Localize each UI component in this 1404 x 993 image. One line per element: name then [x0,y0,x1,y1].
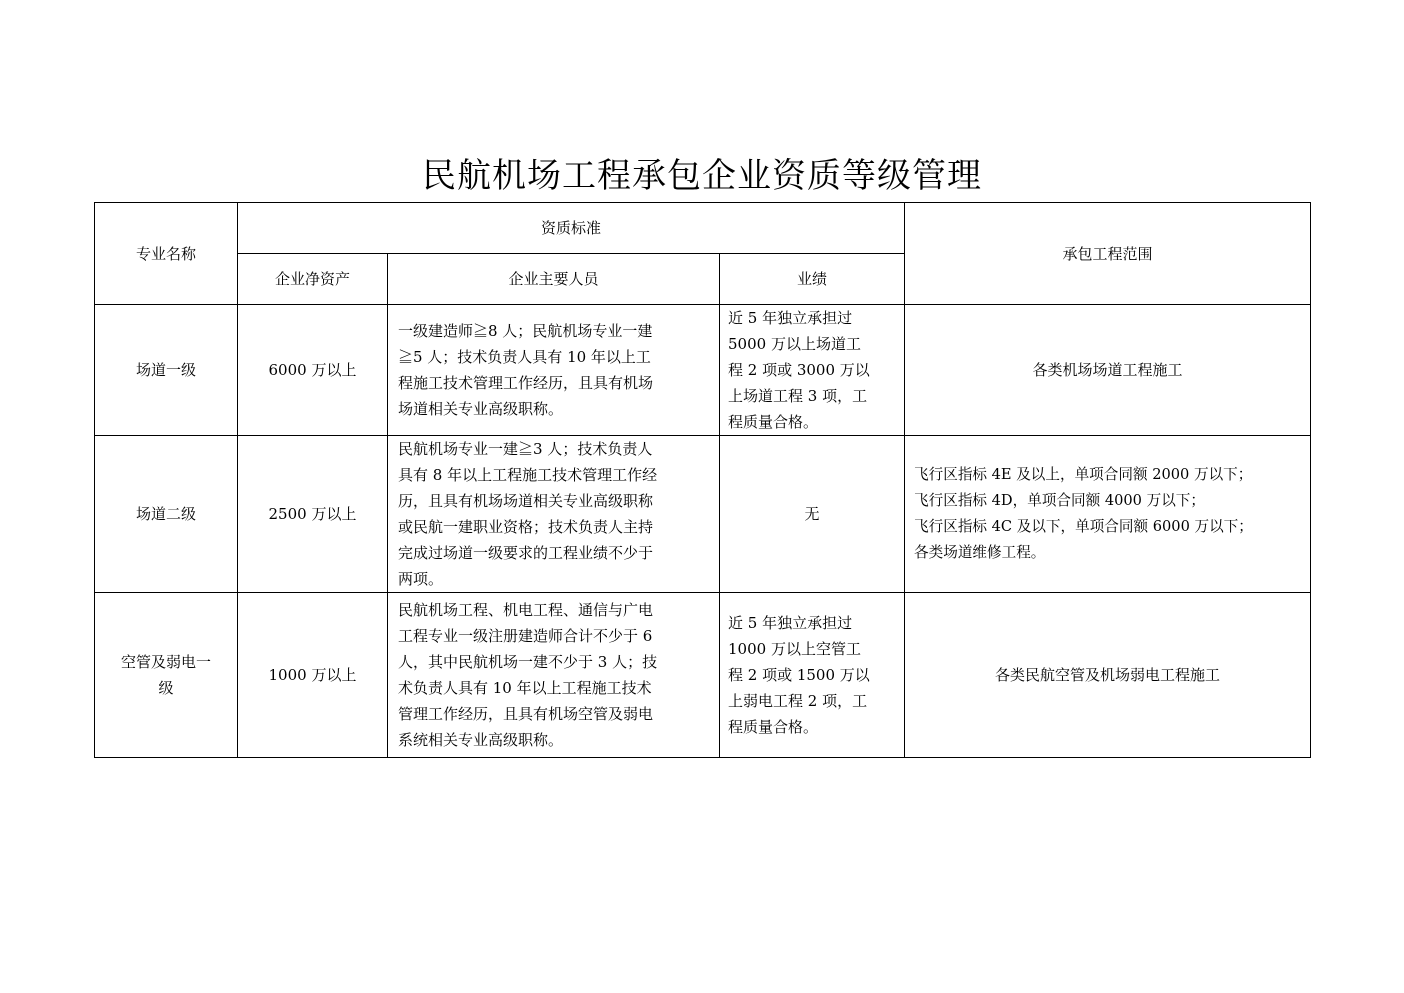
header-scope: 承包工程范围 [905,203,1311,305]
header-net-assets: 企业净资产 [238,254,388,305]
table-row [95,436,1311,593]
net-assets-cell: 2500 万以上 [238,436,388,593]
scope-cell: 各类民航空管及机场弱电工程施工 [905,593,1311,758]
net-assets-cell: 6000 万以上 [238,305,388,436]
performance-cell: 无 [720,436,905,593]
header-key-personnel: 企业主要人员 [388,254,720,305]
document-title: 民航机场工程承包企业资质等级管理 [422,156,982,196]
performance-cell: 近 5 年独立承担过 1000 万以上空管工 程 2 项或 1500 万以 上弱电工程 2 项，工 程质量合格。 [720,593,905,758]
specialty-cell: 场道二级 [95,436,238,593]
table-row [95,305,1311,436]
net-assets-cell: 1000 万以上 [238,593,388,758]
header-row-1 [95,203,1311,254]
specialty-cell: 场道一级 [95,305,238,436]
qualification-grade-table [94,202,1311,758]
specialty-cell: 空管及弱电一 级 [95,593,238,758]
personnel-cell: 民航机场专业一建≧3 人；技术负责人 具有 8 年以上工程施工技术管理工作经 历，且具有机场场道相关专业高级职称 或民航一建职业资格；技术负责人主持 完成过场道一级要求的工程业绩不少于 两项。 [388,436,720,593]
performance-cell: 近 5 年独立承担过 5000 万以上场道工 程 2 项或 3000 万以 上场道工程 3 项，工 程质量合格。 [720,305,905,436]
personnel-cell: 一级建造师≧8 人；民航机场专业一建 ≧5 人；技术负责人具有 10 年以上工 程施工技术管理工作经历，且具有机场 场道相关专业高级职称。 [388,305,720,436]
scope-cell: 飞行区指标 4E 及以上，单项合同额 2000 万以下； 飞行区指标 4D，单项合同额 4000 万以下； 飞行区指标 4C 及以下，单项合同额 6000 万以下； 各类场道维修工程。 [905,436,1311,593]
scope-cell: 各类机场场道工程施工 [905,305,1311,436]
header-performance: 业绩 [720,254,905,305]
table-row [95,593,1311,758]
header-specialty: 专业名称 [95,203,238,305]
header-qualification-standard: 资质标准 [238,203,905,254]
personnel-cell: 民航机场工程、机电工程、通信与广电 工程专业一级注册建造师合计不少于 6 人，其中民航机场一建不少于 3 人；技 术负责人具有 10 年以上工程施工技术 管理工作经历，且具有机场空管及弱电 系统相关专业高级职称。 [388,593,720,758]
